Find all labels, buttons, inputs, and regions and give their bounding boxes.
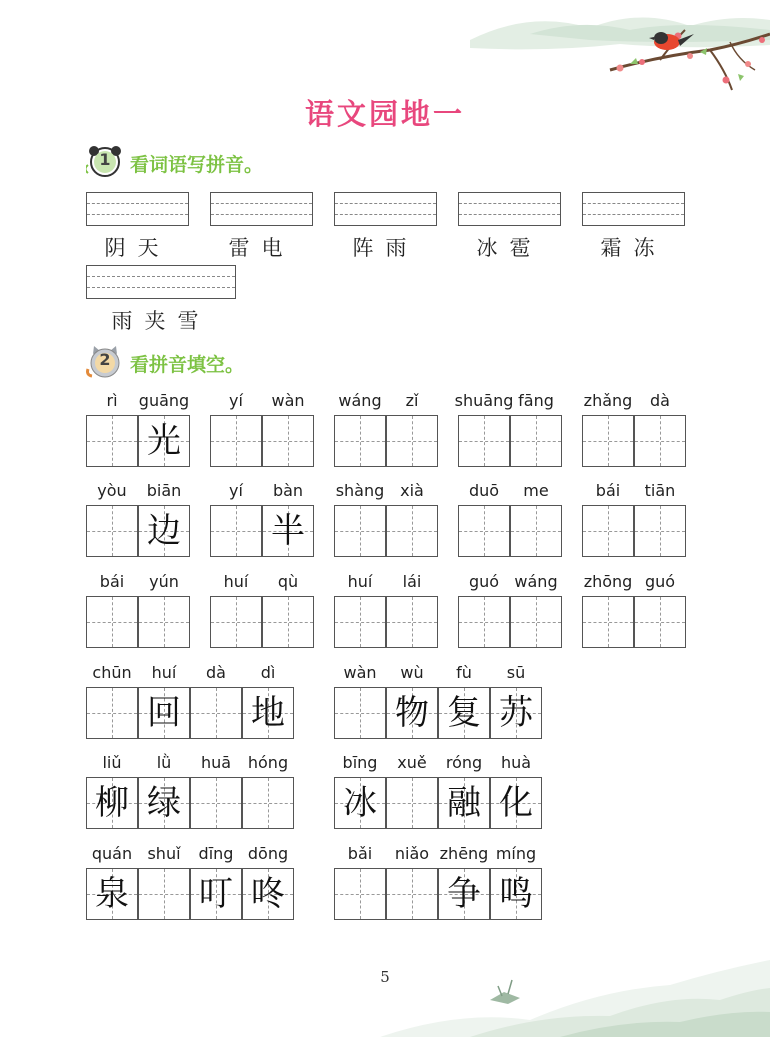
pinyin-label: bàn <box>272 481 304 500</box>
pinyin-label: zhōng <box>583 572 633 591</box>
pinyin-label: wàn <box>343 663 377 682</box>
character-cell-blank[interactable] <box>190 687 242 739</box>
pinyin-label: bīng <box>342 753 378 772</box>
character <box>191 688 241 738</box>
vocabulary-word: 阵雨 <box>352 236 419 260</box>
vocabulary-word: 阴天 <box>104 236 171 260</box>
character <box>139 869 189 919</box>
character: 咚 <box>251 874 285 914</box>
pinyin-label: huā <box>200 753 232 772</box>
pinyin-label: bǎi <box>347 844 373 863</box>
pinyin-label: biān <box>146 481 182 500</box>
pinyin-label: liǔ <box>102 753 122 772</box>
section1-header <box>86 145 326 179</box>
character <box>335 506 385 556</box>
pinyin-label: guó <box>468 572 500 591</box>
character-cell-given <box>86 777 138 829</box>
pinyin-label: shuāng <box>454 391 514 410</box>
character-cell-blank[interactable] <box>262 596 314 648</box>
character-cell-given <box>138 415 190 467</box>
character <box>211 506 261 556</box>
character-cell-blank[interactable] <box>386 596 438 648</box>
character: 半 <box>271 511 305 551</box>
character <box>87 597 137 647</box>
pinyin-label: wàn <box>271 391 305 410</box>
pinyin-label: wáng <box>338 391 382 410</box>
character: 光 <box>147 421 181 461</box>
character-cell-blank[interactable] <box>86 415 138 467</box>
character: 复 <box>447 693 481 733</box>
character <box>211 597 261 647</box>
character-cell-blank[interactable] <box>634 596 686 648</box>
character: 鸣 <box>499 874 533 914</box>
pinyin-label: chūn <box>92 663 132 682</box>
character-cell-blank[interactable] <box>458 415 510 467</box>
character-cell-given <box>242 687 294 739</box>
pinyin-label: yí <box>229 391 243 410</box>
character-cell-blank[interactable] <box>138 868 190 920</box>
section2-number: 2 <box>99 350 111 369</box>
character <box>335 597 385 647</box>
character <box>459 506 509 556</box>
character-cell-blank[interactable] <box>210 596 262 648</box>
character-cell-given <box>86 868 138 920</box>
vocabulary-word: 霜冻 <box>600 236 667 260</box>
pinyin-label: lǜ <box>156 753 172 772</box>
character: 地 <box>251 693 285 733</box>
character <box>583 416 633 466</box>
character-cell-blank[interactable] <box>86 687 138 739</box>
pinyin-label: shuǐ <box>147 844 181 863</box>
character <box>263 597 313 647</box>
pinyin-label: wáng <box>514 572 558 591</box>
pinyin-writing-box[interactable] <box>210 192 313 226</box>
character <box>511 597 561 647</box>
pinyin-label: dì <box>260 663 276 682</box>
character-cell-given <box>242 868 294 920</box>
pinyin-label: dà <box>206 663 226 682</box>
character-cell-blank[interactable] <box>458 596 510 648</box>
character-cell-given <box>334 777 386 829</box>
character-cell-blank[interactable] <box>210 415 262 467</box>
character <box>87 506 137 556</box>
pinyin-label: sū <box>506 663 526 682</box>
character-cell-given <box>138 777 190 829</box>
page-title: 语文园地一 <box>304 97 465 131</box>
character: 绿 <box>147 783 181 823</box>
character: 叮 <box>199 874 233 914</box>
page-number: 5 <box>380 968 390 986</box>
character <box>583 597 633 647</box>
pinyin-label: guāng <box>138 391 190 410</box>
character <box>139 597 189 647</box>
pinyin-label: niǎo <box>394 844 430 863</box>
character-cell-blank[interactable] <box>86 596 138 648</box>
pinyin-label: bái <box>595 481 621 500</box>
pinyin-writing-box[interactable] <box>86 265 236 299</box>
pinyin-label: lái <box>402 572 422 591</box>
character-cell-blank[interactable] <box>86 505 138 557</box>
character <box>387 597 437 647</box>
character <box>511 506 561 556</box>
character <box>459 416 509 466</box>
pinyin-label: dà <box>650 391 670 410</box>
pinyin-label: quán <box>91 844 133 863</box>
character-cell-given <box>138 505 190 557</box>
character-cell-given <box>438 687 490 739</box>
pinyin-label: tiān <box>644 481 676 500</box>
character-cell-blank[interactable] <box>582 596 634 648</box>
section2-header <box>86 345 326 379</box>
pinyin-label: zǐ <box>405 391 419 410</box>
pinyin-label: huí <box>223 572 249 591</box>
character <box>387 869 437 919</box>
character <box>635 597 685 647</box>
character-cell-given <box>490 777 542 829</box>
pinyin-label: róng <box>445 753 483 772</box>
pinyin-label: xuě <box>397 753 427 772</box>
character-cell-blank[interactable] <box>334 415 386 467</box>
character: 边 <box>147 511 181 551</box>
character-cell-blank[interactable] <box>458 505 510 557</box>
pinyin-writing-box[interactable] <box>458 192 561 226</box>
character-cell-given <box>490 868 542 920</box>
pinyin-label: huí <box>347 572 373 591</box>
section1-instruction: 看词语写拼音。 <box>130 154 264 176</box>
character: 争 <box>447 874 481 914</box>
character-cell-blank[interactable] <box>242 777 294 829</box>
section1-number: 1 <box>99 150 111 169</box>
character-cell-given <box>386 687 438 739</box>
character-cell-blank[interactable] <box>334 868 386 920</box>
pinyin-label: qù <box>277 572 299 591</box>
character: 回 <box>147 693 181 733</box>
section2-instruction: 看拼音填空。 <box>130 354 245 376</box>
character-cell-blank[interactable] <box>582 415 634 467</box>
pinyin-label: huí <box>151 663 177 682</box>
pinyin-label: shàng <box>335 481 385 500</box>
pinyin-label: míng <box>495 844 537 863</box>
character-cell-blank[interactable] <box>386 505 438 557</box>
pinyin-label: dīng <box>198 844 234 863</box>
character-cell-blank[interactable] <box>634 415 686 467</box>
pinyin-label: me <box>523 481 549 500</box>
character-cell-blank[interactable] <box>334 596 386 648</box>
character <box>335 416 385 466</box>
character-cell-given <box>438 777 490 829</box>
pinyin-label: fù <box>456 663 472 682</box>
character <box>335 688 385 738</box>
pinyin-writing-box[interactable] <box>334 192 437 226</box>
character-cell-blank[interactable] <box>510 505 562 557</box>
pinyin-label: xià <box>400 481 424 500</box>
character <box>635 416 685 466</box>
pinyin-label: bái <box>99 572 125 591</box>
character <box>87 416 137 466</box>
pinyin-label: dōng <box>247 844 289 863</box>
character-cell-blank[interactable] <box>386 777 438 829</box>
pinyin-label: wù <box>400 663 424 682</box>
character-cell-blank[interactable] <box>334 687 386 739</box>
pinyin-label: yí <box>229 481 243 500</box>
vocabulary-word: 雨夹雪 <box>111 309 211 333</box>
character <box>583 506 633 556</box>
character <box>511 416 561 466</box>
character: 泉 <box>95 874 129 914</box>
character-cell-given <box>262 505 314 557</box>
character: 柳 <box>95 783 129 823</box>
pinyin-label: rì <box>106 391 118 410</box>
character <box>191 778 241 828</box>
pinyin-label: zhēng <box>439 844 489 863</box>
character <box>87 688 137 738</box>
character-cell-given <box>138 687 190 739</box>
pinyin-label: duō <box>468 481 500 500</box>
character: 化 <box>499 783 533 823</box>
character: 融 <box>447 783 481 823</box>
pinyin-label: fāng <box>518 391 554 410</box>
character <box>387 416 437 466</box>
character <box>211 416 261 466</box>
character <box>387 778 437 828</box>
character-cell-given <box>190 868 242 920</box>
character-cell-blank[interactable] <box>138 596 190 648</box>
character: 冰 <box>343 783 377 823</box>
character <box>263 416 313 466</box>
character <box>387 506 437 556</box>
pinyin-label: guó <box>644 572 676 591</box>
character-cell-blank[interactable] <box>190 777 242 829</box>
vocabulary-word: 雷电 <box>228 236 295 260</box>
character: 物 <box>395 693 429 733</box>
character-cell-blank[interactable] <box>386 868 438 920</box>
character-cell-blank[interactable] <box>582 505 634 557</box>
character: 苏 <box>499 693 533 733</box>
character <box>335 869 385 919</box>
pinyin-label: yún <box>149 572 179 591</box>
vocabulary-word: 冰雹 <box>476 236 543 260</box>
character <box>243 778 293 828</box>
character-cell-blank[interactable] <box>262 415 314 467</box>
pinyin-writing-box[interactable] <box>86 192 189 226</box>
character-cell-blank[interactable] <box>634 505 686 557</box>
character-cell-blank[interactable] <box>510 596 562 648</box>
character-cell-blank[interactable] <box>510 415 562 467</box>
pinyin-label: yòu <box>97 481 127 500</box>
character-cell-given <box>490 687 542 739</box>
pinyin-label: hóng <box>247 753 289 772</box>
pinyin-writing-box[interactable] <box>582 192 685 226</box>
character <box>635 506 685 556</box>
pinyin-label: zhǎng <box>583 391 633 410</box>
pinyin-label: huà <box>500 753 532 772</box>
character-cell-blank[interactable] <box>210 505 262 557</box>
character <box>459 597 509 647</box>
character-cell-blank[interactable] <box>386 415 438 467</box>
character-cell-given <box>438 868 490 920</box>
character-cell-blank[interactable] <box>334 505 386 557</box>
